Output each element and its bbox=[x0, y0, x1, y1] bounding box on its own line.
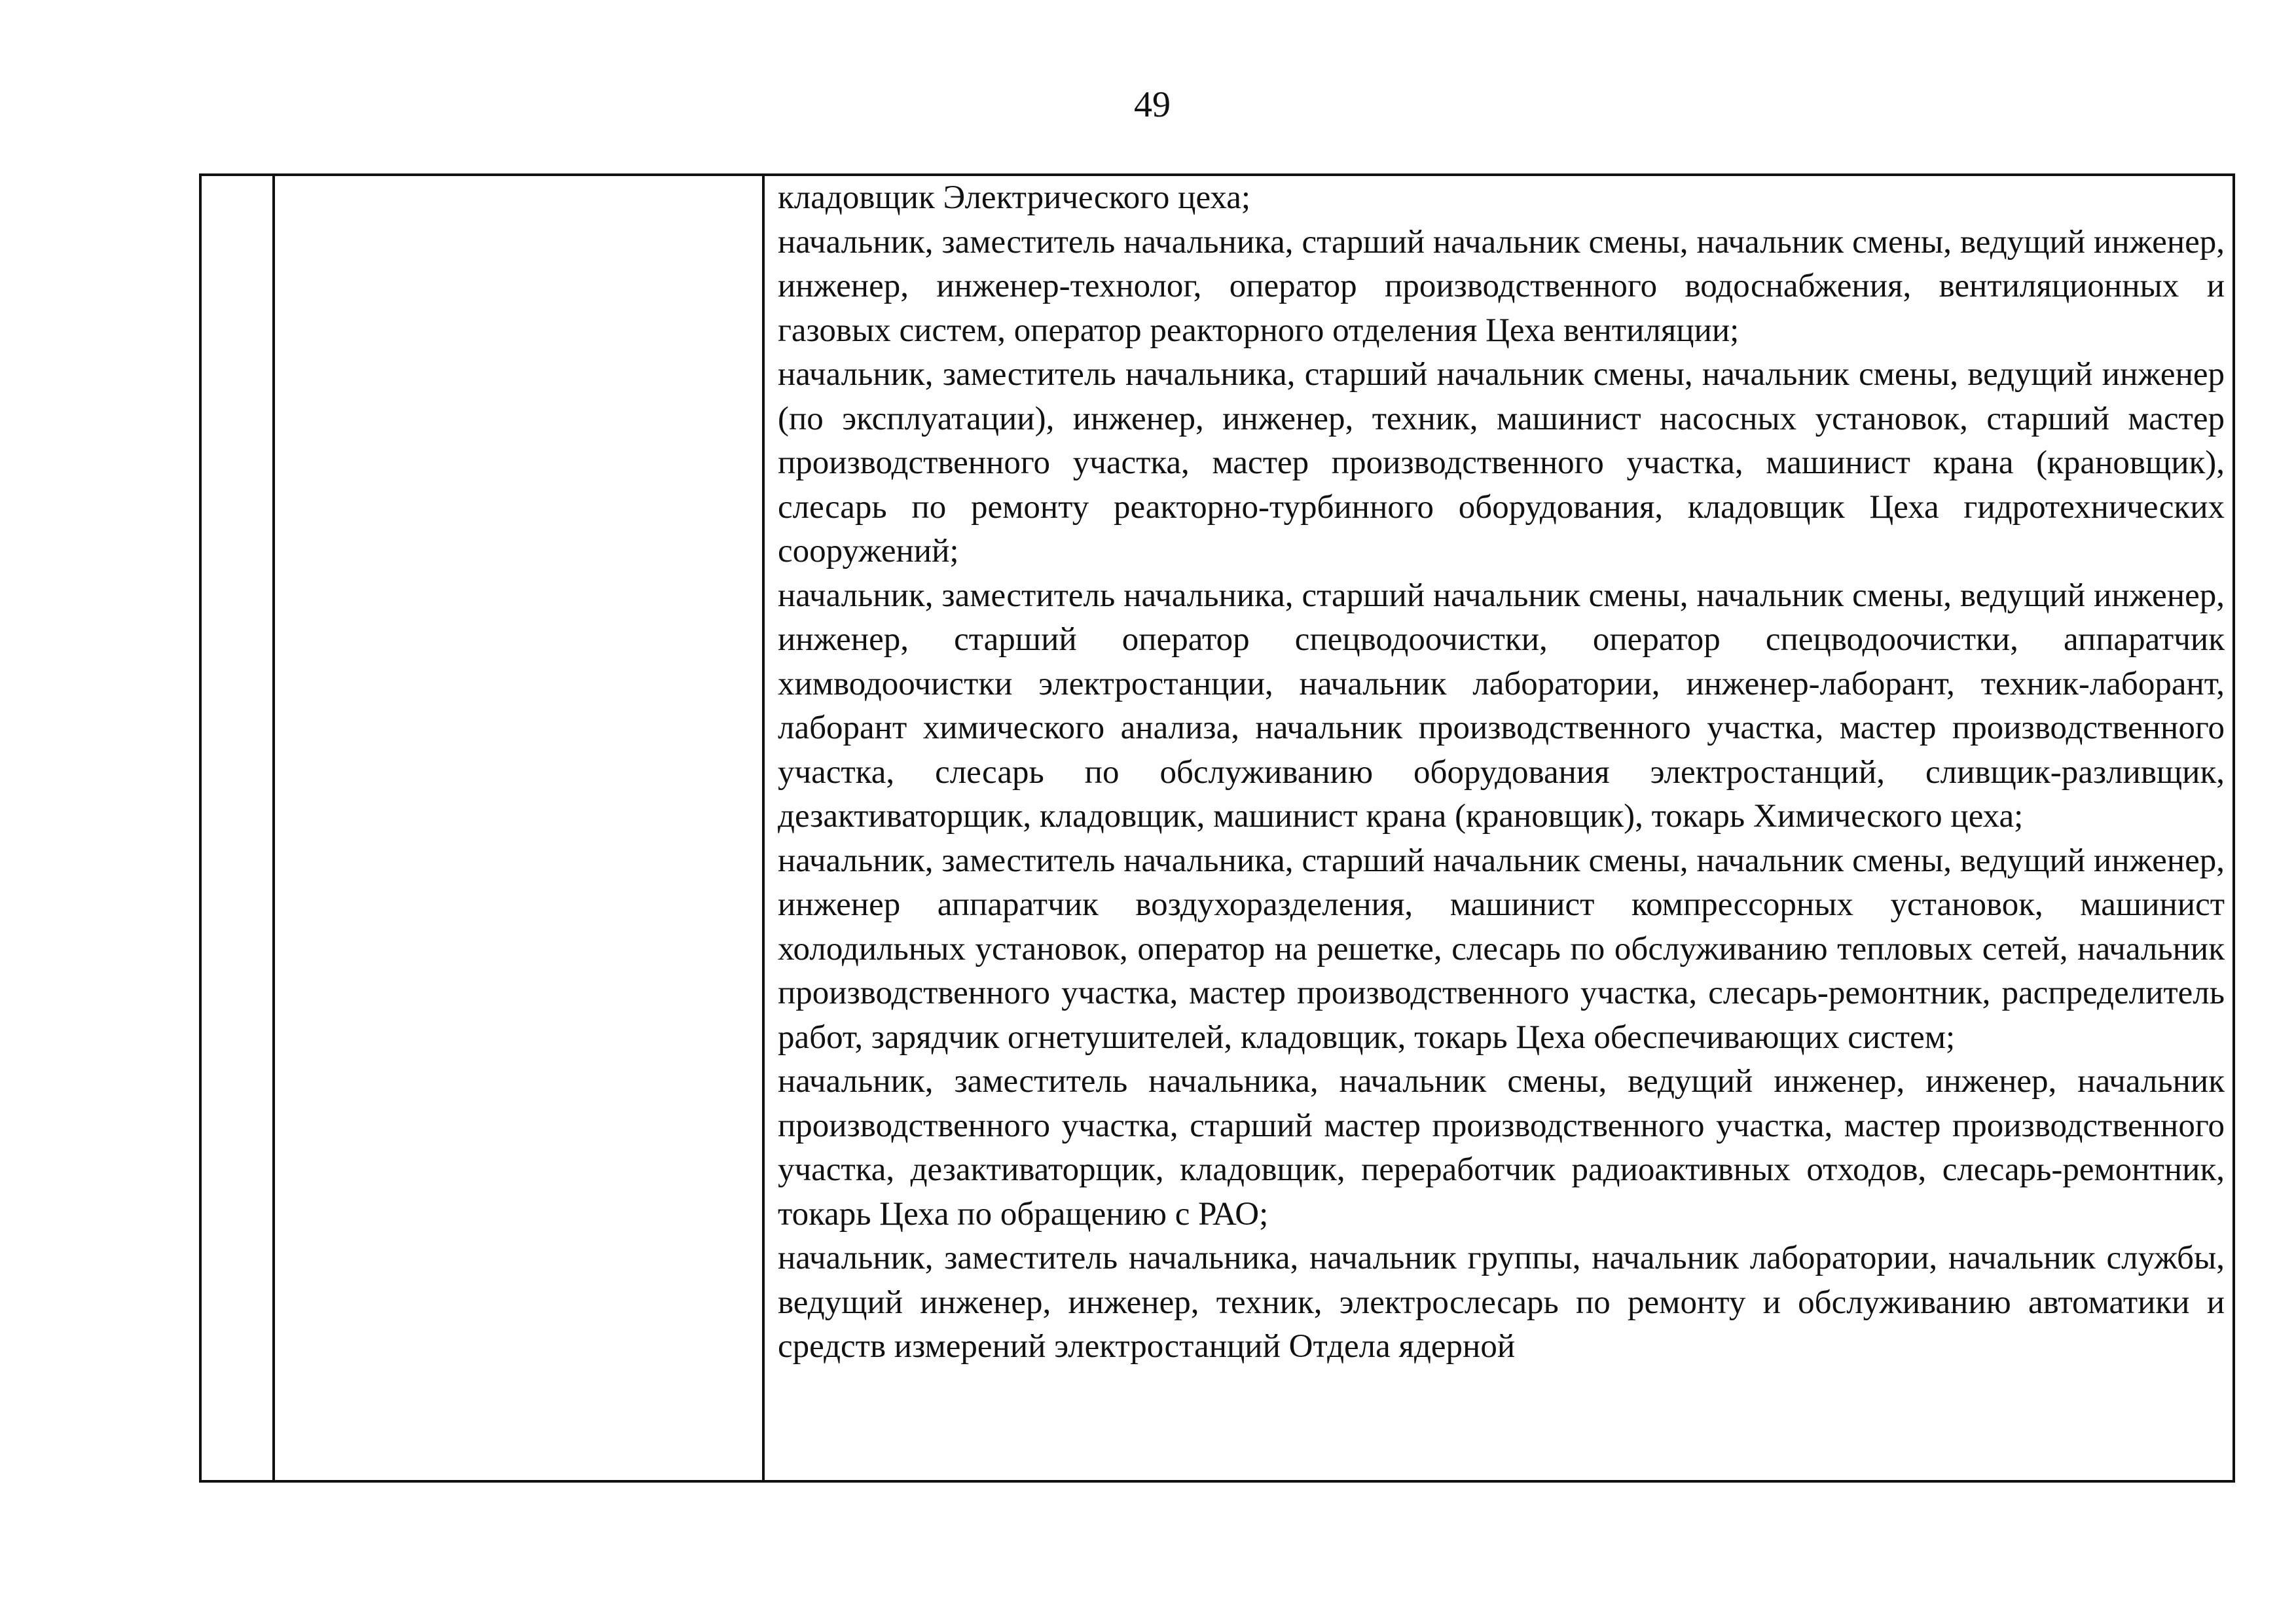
positions-table bbox=[199, 173, 2235, 1483]
paragraph-hydrotechnical-workshop: начальник, заместитель начальника, старший начальник смены, начальник смены, ведущий инженер (по эксплуатации), инженер, инженер, техник, машинист насосных установок, старший мастер производственного участка, мастер производственного участка, машинист крана (крановщик), слесарь по ремонту реакторно-турбинного оборудования, кладовщик Цеха гидротехнических сооружений; bbox=[778, 356, 2225, 569]
paragraph-support-systems-workshop: начальник, заместитель начальника, старший начальник смены, начальник смены, ведущий инженер, инженер аппаратчик воздухоразделения, машинист компрессорных установок, машинист холодильных установок, оператор на решетке, слесарь по обслуживанию тепловых сетей, начальник производственного участка, мастер производственного участка, слесарь-ремонтник, распределитель работ, зарядчик огнетушителей, кладовщик, токарь Цеха обеспечивающих систем; bbox=[778, 842, 2225, 1056]
column-divider-1 bbox=[272, 176, 275, 1480]
column-divider-2 bbox=[762, 176, 765, 1480]
paragraph-nuclear-department: начальник, заместитель начальника, начальник группы, начальник лаборатории, начальник службы, ведущий инженер, инженер, техник, электрослесарь по ремонту и обслуживанию автоматики и средств измерений электростанций Отдела ядерной bbox=[778, 1240, 2225, 1365]
paragraph-rao-workshop: начальник, заместитель начальника, начальник смены, ведущий инженер, инженер, начальник производственного участка, старший мастер производственного участка, мастер производственного участка, дезактиваторщик, кладовщик, переработчик радиоактивных отходов, слесарь-ремонтник, токарь Цеха по обращению с РАО; bbox=[778, 1063, 2225, 1233]
paragraph-chemical-workshop: начальник, заместитель начальника, старший начальник смены, начальник смены, ведущий инженер, инженер, старший оператор спецводоочистки, оператор спецводоочистки, аппаратчик химводоочистки электростанции, начальник лаборатории, инженер-лаборант, техник-лаборант, лаборант химического анализа, начальник производственного участка, мастер производственного участка, слесарь по обслуживанию оборудования электростанций, сливщик-разливщик, дезактиваторщик, кладовщик, машинист крана (крановщик), токарь Химического цеха; bbox=[778, 577, 2225, 835]
page-number: 49 bbox=[1134, 84, 1171, 125]
positions-cell bbox=[778, 176, 2225, 1480]
paragraph-ventilation-workshop: начальник, заместитель начальника, старший начальник смены, начальник смены, ведущий инженер, инженер, инженер-технолог, оператор производственного водоснабжения, вентиляционных и газовых систем, оператор реакторного отделения Цеха вентиляции; bbox=[778, 223, 2225, 349]
paragraph-electrical-workshop: кладовщик Электрического цеха; bbox=[778, 179, 1251, 216]
